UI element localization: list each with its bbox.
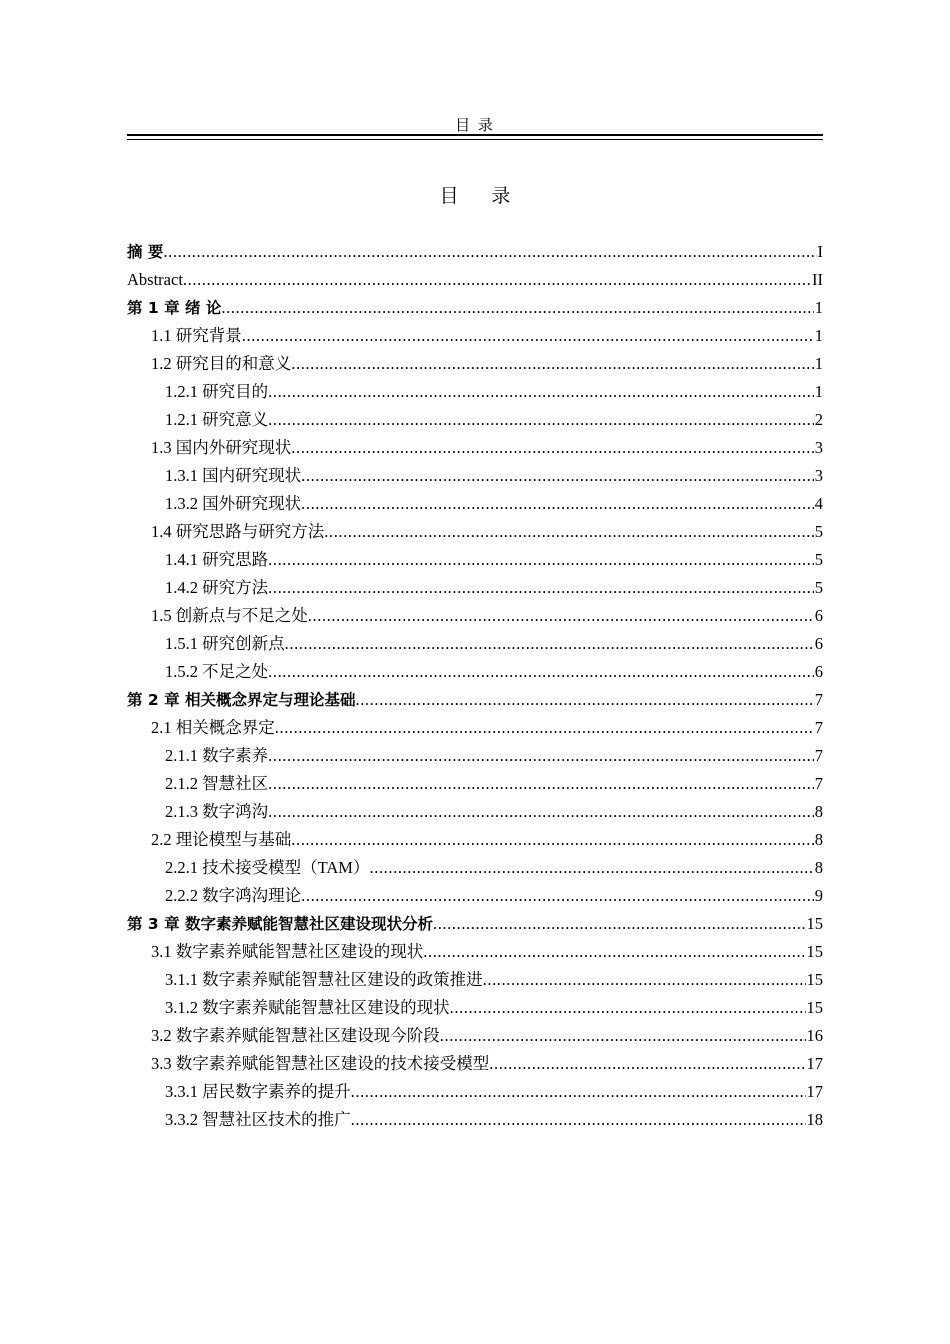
toc-entry-title: 1.5.1 研究创新点 xyxy=(165,634,285,653)
dot-leader xyxy=(268,742,814,770)
toc-entry[interactable] xyxy=(127,1078,823,1106)
toc-entry-page-number: II xyxy=(812,270,823,289)
toc-entry-title: 1.1 研究背景 xyxy=(151,326,242,345)
toc-entry-page-number: 18 xyxy=(806,1110,823,1129)
dot-leader xyxy=(275,714,814,742)
toc-entry-page-number: 1 xyxy=(814,382,823,401)
toc-entry[interactable] xyxy=(127,882,823,910)
toc-entry-title: 摘 要 xyxy=(127,243,164,261)
toc-entry[interactable] xyxy=(127,826,823,854)
toc-entry[interactable] xyxy=(127,406,823,434)
toc-entry-page-number: 15 xyxy=(806,942,823,961)
toc-entry-title: 1.2.1 研究意义 xyxy=(165,410,269,429)
toc-entry[interactable] xyxy=(127,602,823,630)
toc-entry[interactable] xyxy=(127,462,823,490)
toc-entry[interactable] xyxy=(127,994,823,1022)
toc-entry-page-number: 6 xyxy=(814,662,823,681)
toc-entry-title: 2.1.2 智慧社区 xyxy=(165,774,269,793)
dot-leader xyxy=(183,266,811,294)
dot-leader xyxy=(268,406,814,434)
toc-entry[interactable] xyxy=(127,266,823,294)
toc-entry-title: 2.2.2 数字鸿沟理论 xyxy=(165,886,302,905)
toc-entry[interactable] xyxy=(127,350,823,378)
toc-entry[interactable] xyxy=(127,1050,823,1078)
toc-entry-title: 第 3 章 数字素养赋能智慧社区建设现状分析 xyxy=(127,915,433,933)
toc-entry[interactable] xyxy=(127,238,823,266)
toc-entry-page-number: 17 xyxy=(806,1082,823,1101)
dot-leader xyxy=(268,770,814,798)
dot-leader xyxy=(440,1022,806,1050)
toc-entry[interactable] xyxy=(127,1106,823,1134)
toc-entry[interactable] xyxy=(127,490,823,518)
toc-entry-page-number: 1 xyxy=(814,326,823,345)
toc-entry[interactable] xyxy=(127,518,823,546)
dot-leader xyxy=(268,378,814,406)
table-of-contents xyxy=(127,238,823,1134)
toc-entry-page-number: 7 xyxy=(814,690,823,709)
toc-entry-page-number: 8 xyxy=(814,802,823,821)
toc-entry-page-number: 8 xyxy=(814,858,823,877)
toc-entry-page-number: I xyxy=(817,242,823,261)
dot-leader xyxy=(242,322,814,350)
toc-entry[interactable] xyxy=(127,910,823,938)
toc-entry-title: Abstract xyxy=(127,270,183,289)
toc-entry-title: 3.3.2 智慧社区技术的推广 xyxy=(165,1110,351,1129)
toc-entry-title: 1.4.2 研究方法 xyxy=(165,578,269,597)
toc-entry[interactable] xyxy=(127,1022,823,1050)
toc-entry[interactable] xyxy=(127,854,823,882)
toc-entry-page-number: 17 xyxy=(806,1054,823,1073)
dot-leader xyxy=(433,910,806,938)
toc-entry-title: 1.4.1 研究思路 xyxy=(165,550,269,569)
toc-entry[interactable] xyxy=(127,378,823,406)
dot-leader xyxy=(221,294,813,322)
toc-entry-title: 2.2.1 技术接受模型（TAM） xyxy=(165,858,370,877)
toc-entry-title: 2.1.3 数字鸿沟 xyxy=(165,802,269,821)
toc-entry[interactable] xyxy=(127,686,823,714)
toc-entry[interactable] xyxy=(127,798,823,826)
toc-entry-page-number: 7 xyxy=(814,774,823,793)
toc-entry-title: 第 1 章 绪 论 xyxy=(127,299,222,317)
dot-leader xyxy=(483,966,806,994)
toc-entry[interactable] xyxy=(127,658,823,686)
toc-title: 目 录 xyxy=(439,186,525,207)
header-rule-thick xyxy=(127,134,823,136)
dot-leader xyxy=(324,518,814,546)
toc-entry-page-number: 15 xyxy=(806,914,823,933)
toc-entry-title: 2.1 相关概念界定 xyxy=(151,718,275,737)
dot-leader xyxy=(291,826,814,854)
toc-entry[interactable] xyxy=(127,630,823,658)
toc-entry[interactable] xyxy=(127,574,823,602)
header-rule-thin xyxy=(127,139,823,140)
toc-entry[interactable] xyxy=(127,322,823,350)
running-header: 目 录 xyxy=(455,118,495,134)
toc-entry-page-number: 3 xyxy=(814,438,823,457)
toc-entry-title: 1.3.1 国内研究现状 xyxy=(165,466,302,485)
toc-entry-page-number: 3 xyxy=(814,466,823,485)
toc-entry-title: 1.4 研究思路与研究方法 xyxy=(151,522,325,541)
toc-entry[interactable] xyxy=(127,714,823,742)
toc-entry-title: 1.5 创新点与不足之处 xyxy=(151,606,308,625)
toc-entry-title: 3.3.1 居民数字素养的提升 xyxy=(165,1082,351,1101)
toc-entry[interactable] xyxy=(127,966,823,994)
toc-entry-page-number: 6 xyxy=(814,634,823,653)
toc-entry-title: 第 2 章 相关概念界定与理论基础 xyxy=(127,691,356,709)
dot-leader xyxy=(268,798,814,826)
toc-entry-page-number: 7 xyxy=(814,746,823,765)
toc-entry[interactable] xyxy=(127,742,823,770)
toc-entry-title: 2.2 理论模型与基础 xyxy=(151,830,292,849)
toc-entry-page-number: 8 xyxy=(814,830,823,849)
dot-leader xyxy=(268,546,814,574)
toc-entry-page-number: 5 xyxy=(814,550,823,569)
toc-entry-title: 3.1.1 数字素养赋能智慧社区建设的政策推进 xyxy=(165,970,483,989)
toc-entry[interactable] xyxy=(127,434,823,462)
dot-leader xyxy=(351,1078,806,1106)
toc-entry-title: 3.1.2 数字素养赋能智慧社区建设的现状 xyxy=(165,998,450,1017)
toc-entry-title: 1.2.1 研究目的 xyxy=(165,382,269,401)
toc-entry-page-number: 9 xyxy=(814,886,823,905)
toc-entry-page-number: 15 xyxy=(806,970,823,989)
dot-leader xyxy=(489,1050,805,1078)
toc-entry-page-number: 2 xyxy=(814,410,823,429)
toc-entry-page-number: 1 xyxy=(814,298,823,317)
dot-leader xyxy=(301,462,814,490)
dot-leader xyxy=(351,1106,806,1134)
toc-entry[interactable] xyxy=(127,770,823,798)
dot-leader xyxy=(291,350,814,378)
toc-entry-title: 1.3 国内外研究现状 xyxy=(151,438,292,457)
toc-entry[interactable] xyxy=(127,294,823,322)
toc-entry-page-number: 4 xyxy=(814,494,823,513)
toc-entry[interactable] xyxy=(127,938,823,966)
dot-leader xyxy=(163,238,816,266)
toc-entry-page-number: 15 xyxy=(806,998,823,1017)
toc-entry-page-number: 6 xyxy=(814,606,823,625)
toc-entry-page-number: 16 xyxy=(806,1026,823,1045)
toc-entry-title: 1.3.2 国外研究现状 xyxy=(165,494,302,513)
dot-leader xyxy=(450,994,806,1022)
dot-leader xyxy=(369,854,813,882)
toc-entry-title: 3.1 数字素养赋能智慧社区建设的现状 xyxy=(151,942,424,961)
toc-entry-title: 1.2 研究目的和意义 xyxy=(151,354,292,373)
dot-leader xyxy=(268,574,814,602)
toc-entry-title: 3.3 数字素养赋能智慧社区建设的技术接受模型 xyxy=(151,1054,490,1073)
toc-entry-title: 2.1.1 数字素养 xyxy=(165,746,269,765)
toc-entry-page-number: 5 xyxy=(814,578,823,597)
toc-entry[interactable] xyxy=(127,546,823,574)
dot-leader xyxy=(423,938,805,966)
toc-entry-page-number: 5 xyxy=(814,522,823,541)
dot-leader xyxy=(268,658,814,686)
dot-leader xyxy=(308,602,814,630)
toc-entry-title: 3.2 数字素养赋能智慧社区建设现今阶段 xyxy=(151,1026,440,1045)
dot-leader xyxy=(285,630,814,658)
toc-entry-page-number: 7 xyxy=(814,718,823,737)
dot-leader xyxy=(301,490,814,518)
dot-leader xyxy=(291,434,814,462)
toc-entry-page-number: 1 xyxy=(814,354,823,373)
dot-leader xyxy=(301,882,814,910)
toc-entry-title: 1.5.2 不足之处 xyxy=(165,662,269,681)
dot-leader xyxy=(355,686,813,714)
